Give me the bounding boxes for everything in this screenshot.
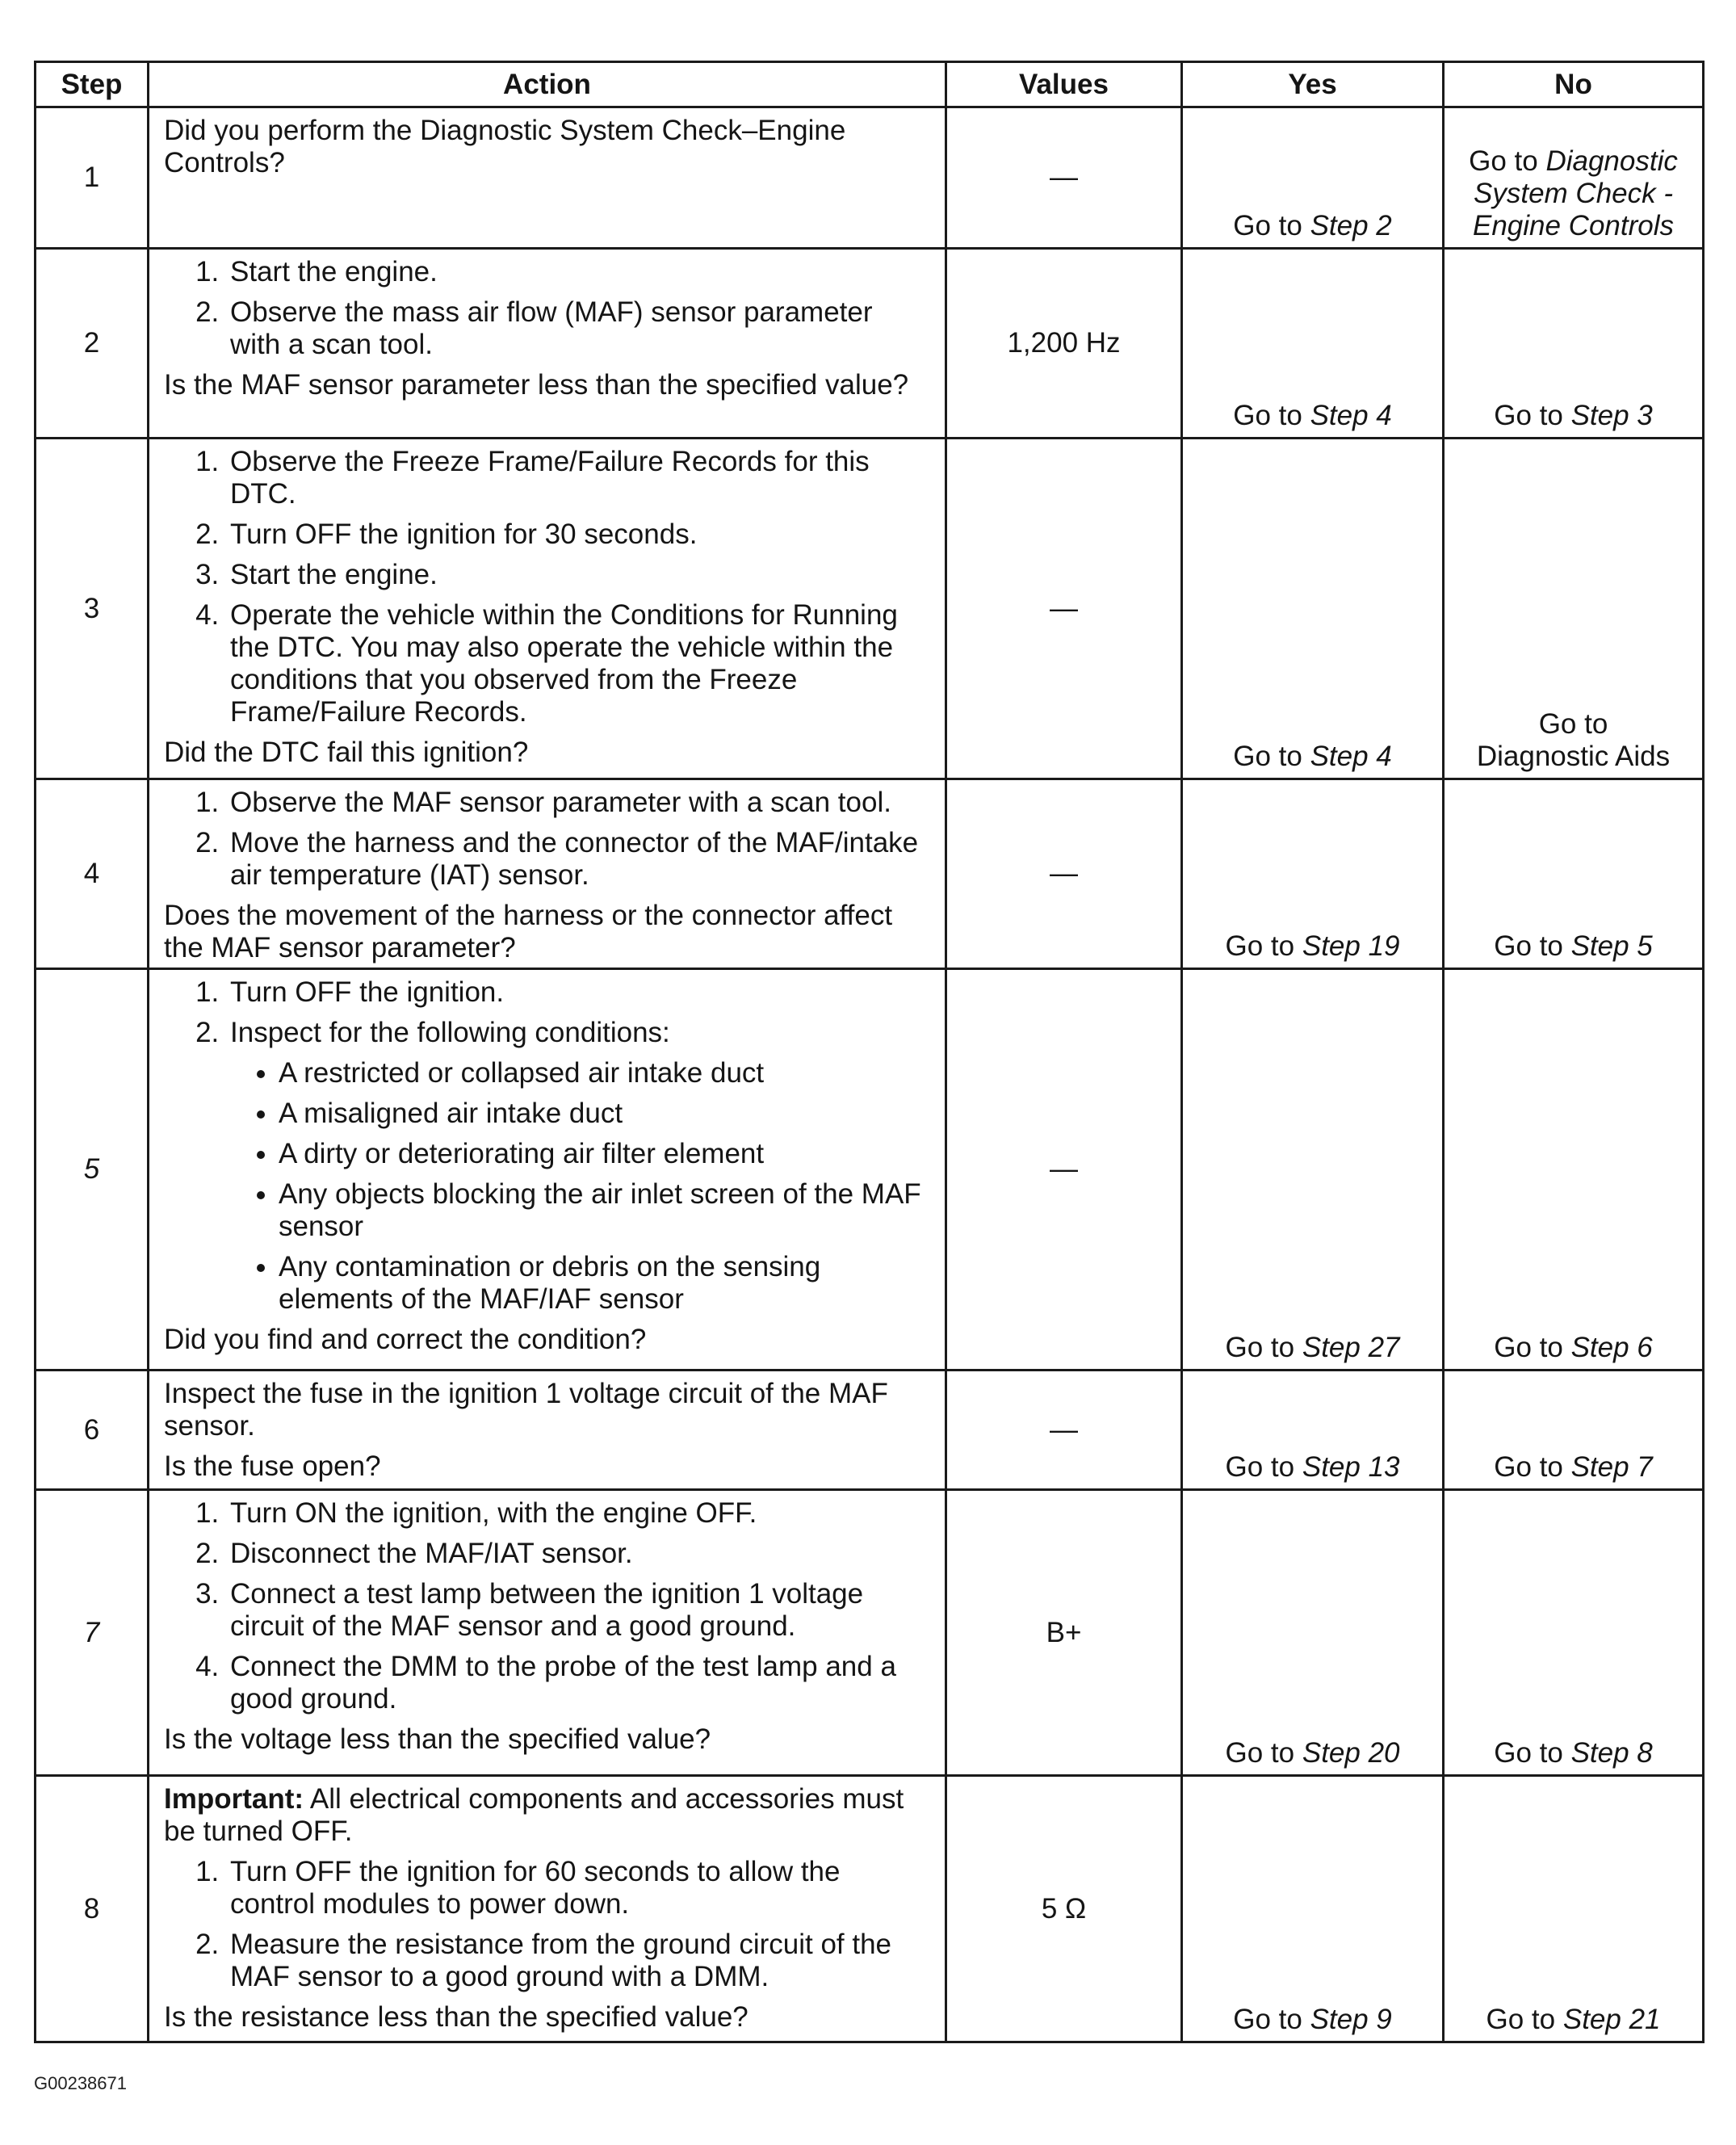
- yes-prefix: Go to: [1233, 741, 1302, 772]
- action-step: 4. Connect the DMM to the probe of the test lamp and a good ground.: [227, 1651, 930, 1715]
- table-row: [36, 1371, 1704, 1490]
- condition-item: • A dirty or deteriorating air filter element: [279, 1138, 930, 1170]
- action-steps: [164, 256, 930, 361]
- no-prefix: Go to: [1486, 2004, 1556, 2035]
- values-cell: 5 Ω: [946, 1776, 1182, 2042]
- no-target-link[interactable]: Step 5: [1570, 930, 1653, 962]
- table-row: [36, 439, 1704, 779]
- yes-cell: [1182, 1776, 1444, 2042]
- no-target-link[interactable]: Diagnostic System Check - Engine Controls: [1472, 145, 1678, 241]
- header-action: Action: [149, 62, 946, 107]
- action-question: Is the voltage less than the specified value?: [164, 1723, 711, 1755]
- no-prefix: Go to: [1494, 1737, 1563, 1769]
- yes-prefix: Go to: [1233, 210, 1302, 241]
- step-number: 1: [83, 162, 100, 193]
- no-target-link[interactable]: Step 21: [1562, 2004, 1661, 2035]
- action-step: 2. Observe the mass air flow (MAF) sensor parameter with a scan tool.: [227, 296, 930, 361]
- action-step: 3. Connect a test lamp between the ignition 1 voltage circuit of the MAF sensor and a good ground.: [227, 1578, 930, 1643]
- step-number: 4: [83, 858, 100, 889]
- values-cell: —: [946, 439, 1182, 779]
- action-cell: [149, 779, 946, 969]
- yes-target-link[interactable]: Step 9: [1310, 2004, 1392, 2035]
- yes-target-link[interactable]: Step 4: [1310, 400, 1392, 431]
- yes-prefix: Go to: [1225, 1737, 1295, 1769]
- yes-cell: [1182, 1371, 1444, 1490]
- step-cell: [36, 249, 149, 439]
- action-question: Is the fuse open?: [164, 1450, 381, 1482]
- step-cell: [36, 969, 149, 1371]
- no-prefix: Go to: [1494, 400, 1563, 431]
- action-step: 2. Turn OFF the ignition for 30 seconds.: [227, 518, 930, 551]
- action-cell: [149, 1371, 946, 1490]
- step-number: 8: [83, 1892, 100, 1925]
- step-cell: [36, 439, 149, 779]
- values-cell: 1,200 Hz: [946, 249, 1182, 439]
- no-target-link[interactable]: Step 3: [1570, 400, 1653, 431]
- action-cell: [149, 249, 946, 439]
- step-number: 2: [83, 327, 100, 359]
- no-target-link[interactable]: Diagnostic Aids: [1476, 741, 1671, 772]
- no-target-link[interactable]: Step 7: [1570, 1451, 1653, 1483]
- action-step: 1. Observe the MAF sensor parameter with a scan tool.: [227, 787, 930, 819]
- condition-item: • Any objects blocking the air inlet screen of the MAF sensor: [279, 1178, 930, 1243]
- yes-prefix: Go to: [1225, 1451, 1295, 1483]
- values-cell: —: [946, 107, 1182, 249]
- action-step: 2. Move the harness and the connector of the MAF/intake air temperature (IAT) sensor.: [227, 827, 930, 892]
- action-cell: [149, 969, 946, 1371]
- header-row: [36, 62, 1704, 107]
- action-step: 2. Measure the resistance from the ground circuit of the MAF sensor to a good ground with a DMM.: [227, 1929, 930, 1993]
- no-cell: [1444, 1371, 1704, 1490]
- condition-item: • A misaligned air intake duct: [279, 1098, 930, 1130]
- no-cell: [1444, 439, 1704, 779]
- action-step: 4. Operate the vehicle within the Conditions for Running the DTC. You may also operate the vehicle within the conditions that you observed from the Freeze Frame/Failure Records.: [227, 599, 930, 728]
- yes-prefix: Go to: [1225, 930, 1295, 962]
- table-row: [36, 107, 1704, 249]
- values-cell: —: [946, 969, 1182, 1371]
- action-step: 1. Turn OFF the ignition.: [227, 976, 930, 1009]
- header-values: Values: [946, 62, 1182, 107]
- action-steps: [164, 787, 930, 892]
- no-prefix: Go to: [1538, 708, 1608, 740]
- action-text: Did you perform the Diagnostic System Check–Engine Controls?: [164, 115, 846, 178]
- action-step: 1. Turn ON the ignition, with the engine OFF.: [227, 1497, 930, 1530]
- step-cell: [36, 779, 149, 969]
- diagnostic-table: [34, 61, 1705, 2043]
- action-question: Is the MAF sensor parameter less than the specified value?: [164, 369, 909, 401]
- values-cell: B+: [946, 1490, 1182, 1776]
- yes-prefix: Go to: [1233, 2004, 1302, 2035]
- yes-prefix: Go to: [1233, 400, 1302, 431]
- table-row: [36, 249, 1704, 439]
- yes-target-link[interactable]: Step 13: [1302, 1451, 1400, 1483]
- action-cell: [149, 1490, 946, 1776]
- no-cell: [1444, 107, 1704, 249]
- step-cell: [36, 1371, 149, 1490]
- figure-id: G00238671: [34, 2073, 127, 2093]
- no-prefix: Go to: [1494, 930, 1563, 962]
- no-cell: [1444, 1776, 1704, 2042]
- no-cell: [1444, 969, 1704, 1371]
- action-step-text: Inspect for the following conditions:: [230, 1017, 670, 1048]
- step-number: 5: [83, 1153, 100, 1185]
- action-step: 2. Disconnect the MAF/IAT sensor.: [227, 1538, 930, 1570]
- action-step: 1. Turn OFF the ignition for 60 seconds to allow the control modules to power down.: [227, 1856, 930, 1920]
- action-question: Did the DTC fail this ignition?: [164, 737, 529, 768]
- condition-item: • Any contamination or debris on the sensing elements of the MAF/IAF sensor: [279, 1251, 930, 1316]
- yes-target-link[interactable]: Step 27: [1302, 1332, 1400, 1363]
- yes-target-link[interactable]: Step 19: [1302, 930, 1400, 962]
- yes-target-link[interactable]: Step 4: [1310, 741, 1392, 772]
- header-step: Step: [36, 62, 149, 107]
- action-question: Does the movement of the harness or the connector affect the MAF sensor parameter?: [164, 900, 893, 963]
- no-prefix: Go to: [1494, 1332, 1563, 1363]
- yes-target-link[interactable]: Step 20: [1302, 1737, 1400, 1769]
- no-cell: [1444, 249, 1704, 439]
- values-cell: —: [946, 779, 1182, 969]
- yes-target-link[interactable]: Step 2: [1310, 210, 1392, 241]
- yes-cell: [1182, 779, 1444, 969]
- action-steps: [164, 446, 930, 728]
- action-steps: [164, 1497, 930, 1715]
- action-step: 1. Observe the Freeze Frame/Failure Records for this DTC.: [227, 446, 930, 510]
- action-steps: [164, 1856, 930, 1993]
- yes-cell: [1182, 439, 1444, 779]
- header-yes: Yes: [1182, 62, 1444, 107]
- action-steps: [164, 976, 930, 1316]
- action-cell: [149, 439, 946, 779]
- no-prefix: Go to: [1494, 1451, 1563, 1483]
- action-cell: [149, 107, 946, 249]
- action-cell: [149, 1776, 946, 2042]
- action-step: 3. Start the engine.: [227, 559, 930, 591]
- action-question: Did you find and correct the condition?: [164, 1324, 647, 1355]
- step-cell: [36, 107, 149, 249]
- action-step: [227, 1017, 930, 1316]
- no-cell: [1444, 1490, 1704, 1776]
- yes-cell: [1182, 969, 1444, 1371]
- no-cell: [1444, 779, 1704, 969]
- step-number: 7: [83, 1616, 100, 1648]
- action-step: 1. Start the engine.: [227, 256, 930, 288]
- yes-cell: [1182, 249, 1444, 439]
- table-row: [36, 969, 1704, 1371]
- condition-item: • A restricted or collapsed air intake duct: [279, 1057, 930, 1089]
- yes-cell: [1182, 1490, 1444, 1776]
- values-cell: —: [946, 1371, 1182, 1490]
- yes-prefix: Go to: [1225, 1332, 1295, 1363]
- action-text: Inspect the fuse in the ignition 1 voltage circuit of the MAF sensor.: [164, 1378, 888, 1442]
- step-cell: [36, 1490, 149, 1776]
- no-prefix: Go to: [1469, 145, 1538, 177]
- important-note: [164, 1783, 930, 1848]
- table-row: [36, 1490, 1704, 1776]
- table-row: [36, 1776, 1704, 2042]
- step-number: 3: [83, 592, 100, 624]
- no-target-link[interactable]: Step 8: [1570, 1737, 1653, 1769]
- action-question: Is the resistance less than the specified value?: [164, 2001, 748, 2033]
- header-no: No: [1444, 62, 1704, 107]
- step-cell: [36, 1776, 149, 2042]
- yes-cell: [1182, 107, 1444, 249]
- no-target-link[interactable]: Step 6: [1570, 1332, 1653, 1363]
- condition-list: [230, 1057, 930, 1316]
- important-text: All electrical components and accessories must be turned OFF.: [164, 1783, 904, 1847]
- step-number: 6: [83, 1413, 100, 1446]
- important-label: Important:: [164, 1783, 304, 1815]
- table-row: [36, 779, 1704, 969]
